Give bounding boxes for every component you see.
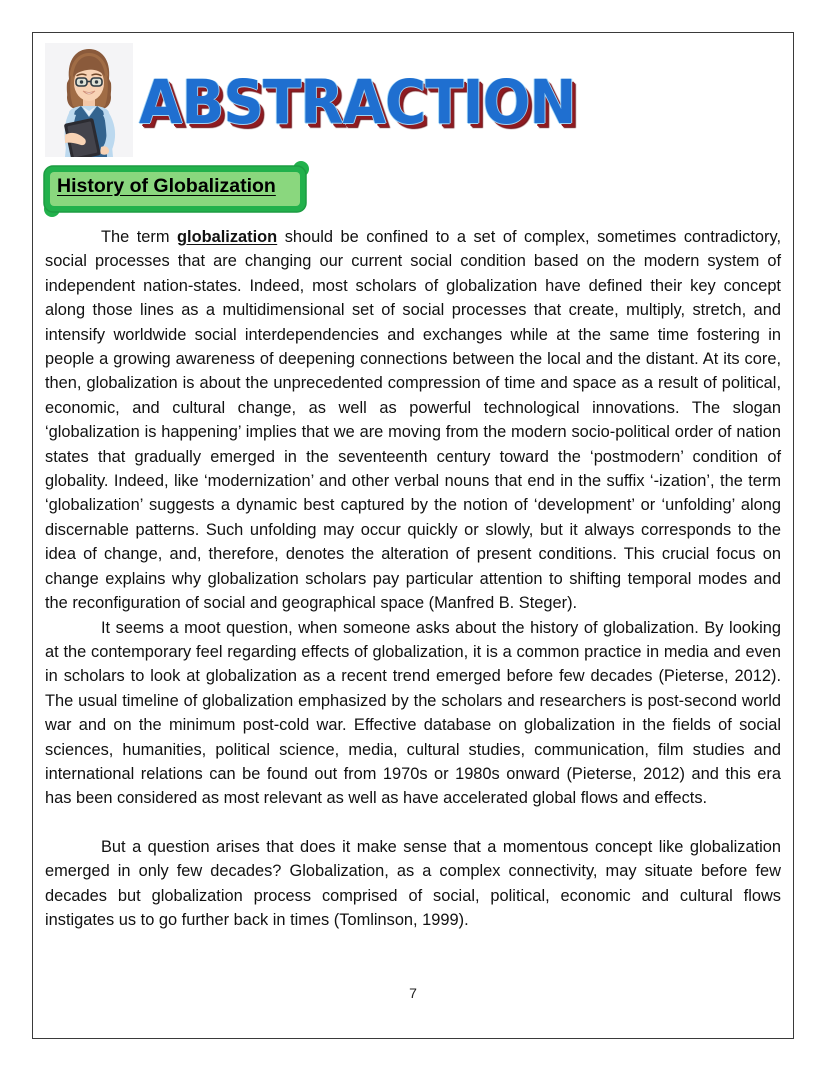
page-number: 7 — [409, 985, 417, 1001]
page-sheet — [32, 32, 794, 1039]
paragraph-1-rest: should be confined to a set of complex, sometimes contradictory, social processes that are changing our current social condition based on the modern system of independent nation-states. Indeed, most scholars of globalization have defined their key concept along those lines as a multidimensional set of social processes that create, multiply, stretch, and intensify worldwide social interdependencies and exchanges while at the same time fostering in people a growing awareness of deepening connections between the local and the distant. At its core, then, globalization is about the unprecedented compression of time and space as a result of political, economic, and cultural change, as well as powerful technological innovations. The slogan ‘globalization is happening’ implies that we are moving from the modern socio-political order of nation states that gradually emerged in the seventeenth century toward the ‘postmodern’ condition of globality. Indeed, like ‘modernization’ and other verbal nouns that end in the suffix ‘-ization’, the term ‘globalization’ suggests a dynamic best captured by the notion of ‘development’ or ‘unfolding’ along discernable patterns. Such unfolding may occur quickly or slowly, but it always corresponds to the idea of change, and, therefore, denotes the alteration of present conditions. This crucial focus on change explains why globalization scholars pay particular attention to shifting temporal modes and the reconfiguration of social and geographical space (Manfred B. Steger). — [45, 228, 781, 613]
paragraph-1-lead: The term — [101, 228, 178, 246]
paragraph-3: But a question arises that does it make sense that a momentous concept like globalization emerged in only few decades? Globalization, as a complex connectivity, may situate before few decades but globalization process comprised of social, political, economic and cultural flows instigates us to go further back in times (Tomlinson, 1999). — [45, 837, 781, 929]
page-content-area — [33, 33, 793, 1038]
page-title: ABSTRACTION — [139, 66, 576, 138]
keyword-globalization: globalization — [177, 228, 278, 246]
section-heading-label: History of Globalization — [57, 175, 276, 197]
paragraph-1 — [45, 225, 781, 616]
woman-with-glasses-illustration-icon — [45, 43, 133, 157]
paragraph-2: It seems a moot question, when someone asks about the history of globalization. By looking at the contemporary feel regarding effects of globalization, it is a common practice in media and even in scholars to look at globalization as a recent trend emerged before few decades (Pieterse, 2012). The usual timeline of globalization emphasized by the scholars and researchers is post-second world war and on the minimum post-cold war. Effective database on globalization in the fields of social sciences, humanities, political science, media, cultural studies, communication, film studies and international relations can be found out from 1970s or 1980s onward (Pieterse, 2012) and this era has been considered as most relevant as well as have accelerated global flows and effects. — [45, 618, 781, 808]
document-body — [45, 225, 781, 932]
document-banner — [45, 39, 613, 161]
section-heading-callout — [39, 161, 314, 217]
